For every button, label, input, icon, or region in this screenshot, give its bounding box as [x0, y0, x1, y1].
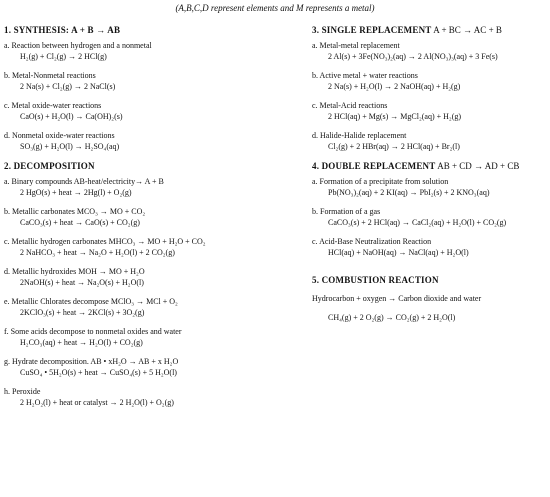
- item-equation: H₂(g) + Cl₂(g) → 2 HCl(g): [20, 52, 107, 61]
- double-item-c: [312, 236, 548, 258]
- item-equation: Cl₂(g) + 2 HBr(aq) → 2 HCl(aq) + Br₂(l): [328, 142, 460, 151]
- item-heading: Hydrocarbon + oxygen → Carbon dioxide and water: [312, 294, 482, 303]
- item-heading: g. Hydrate decomposition. AB • xH₂O → AB + x H₂O: [4, 357, 179, 366]
- item-equation: 2 Al(s) + 3Fe(NO₃)₂(aq) → 2 Al(NO₃)₃(aq) + 3 Fe(s): [328, 52, 498, 61]
- item-equation: CaCO₃(s) + heat → CaO(s) + CO₂(g): [20, 218, 140, 227]
- combustion-item: [312, 293, 548, 323]
- item-heading: b. Metallic carbonates MCO₃ → MO + CO₂: [4, 207, 146, 216]
- decomposition-item-a: [4, 176, 304, 198]
- single-item-c: [312, 100, 548, 122]
- synthesis-item-a: [4, 40, 304, 62]
- item-heading: d. Nonmetal oxide-water reactions: [4, 131, 115, 140]
- item-heading: d. Metallic hydroxides MOH → MO + H₂O: [4, 267, 145, 276]
- item-equation: 2KClO₃(s) + heat → 2KCl(s) + 3O₂(g): [20, 308, 145, 317]
- item-equation: SO₃(g) + H₂O(l) → H₂SO₄(aq): [20, 142, 120, 151]
- right-column: [312, 24, 548, 331]
- decomposition-item-c: [4, 236, 304, 258]
- spacer: [312, 304, 548, 312]
- double-item-b: [312, 206, 548, 228]
- synthesis-item-d: [4, 130, 304, 152]
- item-heading: h. Peroxide: [4, 387, 41, 396]
- item-equation: 2 HCl(aq) + Mg(s) → MgCl₂(aq) + H₂(g): [328, 112, 462, 121]
- decomposition-item-g: [4, 356, 304, 378]
- item-heading: b. Metal-Nonmetal reactions: [4, 71, 96, 80]
- single-item-d: [312, 130, 548, 152]
- item-heading: c. Metal oxide-water reactions: [4, 101, 102, 110]
- item-heading: b. Formation of a gas: [312, 207, 381, 216]
- item-heading: d. Halide-Halide replacement: [312, 131, 407, 140]
- section-name: 4. DOUBLE REPLACEMENT: [312, 161, 436, 171]
- decomposition-item-e: [4, 296, 304, 318]
- item-equation: CH₄(g) + 2 O₂(g) → CO₂(g) + 2 H₂O(l): [328, 313, 456, 322]
- item-equation: 2 HgO(s) + heat → 2Hg(l) + O₂(g): [20, 188, 132, 197]
- single-replacement-title: [312, 24, 548, 36]
- item-heading: c. Metal-Acid reactions: [312, 101, 388, 110]
- section-formula: AB + CD → AD + CB: [435, 161, 520, 171]
- double-replacement-title: [312, 160, 548, 172]
- double-item-a: [312, 176, 548, 198]
- item-heading: a. Metal-metal replacement: [312, 41, 400, 50]
- item-equation: Pb(NO₃)₂(aq) + 2 KI(aq) → PbI₂(s) + 2 KNO₃(aq): [328, 188, 490, 197]
- item-equation: HCl(aq) + NaOH(aq) → NaCl(aq) + H₂O(l): [328, 248, 469, 257]
- item-equation: 2 H₂O₂(l) + heat or catalyst → 2 H₂O(l) + O₂(g): [20, 398, 174, 407]
- spacer: [312, 266, 548, 274]
- synthesis-item-b: [4, 70, 304, 92]
- synthesis-title: 1. SYNTHESIS: A + B → AB: [4, 25, 121, 35]
- item-heading: c. Metallic hydrogen carbonates MHCO₃ → MO + H₂O + CO₂: [4, 237, 206, 246]
- combustion-title: 5. COMBUSTION REACTION: [312, 275, 439, 285]
- item-heading: a. Binary compounds AB-heat/electricity→ A + B: [4, 177, 164, 186]
- item-equation: H₂CO₃(aq) + heat → H₂O(l) + CO₂(g): [20, 338, 143, 347]
- item-equation: CaCO₃(s) + 2 HCl(aq) → CaCl₂(aq) + H₂O(l) + CO₂(g): [328, 218, 507, 227]
- decomposition-item-d: [4, 266, 304, 288]
- synthesis-item-c: [4, 100, 304, 122]
- decomposition-title: 2. DECOMPOSITION: [4, 161, 95, 171]
- item-equation: 2NaOH(s) + heat → Na₂O(s) + H₂O(l): [20, 278, 144, 287]
- legend-note: (A,B,C,D represent elements and M represents a metal): [175, 3, 375, 13]
- decomposition-item-f: [4, 326, 304, 348]
- item-equation: 2 Na(s) + H₂O(l) → 2 NaOH(aq) + H₂(g): [328, 82, 461, 91]
- decomposition-item-h: [4, 386, 304, 408]
- section-name: 3. SINGLE REPLACEMENT: [312, 25, 432, 35]
- item-equation: CuSO₄ • 5H₂O(s) + heat → CuSO₄(s) + 5 H₂O(l): [20, 368, 177, 377]
- item-heading: e. Metallic Chlorates decompose MClO₃ → MCl + O₂: [4, 297, 178, 306]
- item-equation: 2 NaHCO₃ + heat → Na₂O + H₂O(l) + 2 CO₂(g): [20, 248, 175, 257]
- item-heading: f. Some acids decompose to nonmetal oxides and water: [4, 327, 182, 336]
- left-column: [4, 24, 304, 416]
- item-heading: b. Active metal + water reactions: [312, 71, 418, 80]
- item-heading: a. Reaction between hydrogen and a nonmetal: [4, 41, 152, 50]
- single-item-b: [312, 70, 548, 92]
- section-formula: A + BC → AC + B: [431, 25, 502, 35]
- single-item-a: [312, 40, 548, 62]
- decomposition-item-b: [4, 206, 304, 228]
- item-equation: 2 Na(s) + Cl₂(g) → 2 NaCl(s): [20, 82, 116, 91]
- item-heading: a. Formation of a precipitate from solution: [312, 177, 449, 186]
- item-equation: CaO(s) + H₂O(l) → Ca(OH)₂(s): [20, 112, 123, 121]
- item-heading: c. Acid-Base Neutralization Reaction: [312, 237, 432, 246]
